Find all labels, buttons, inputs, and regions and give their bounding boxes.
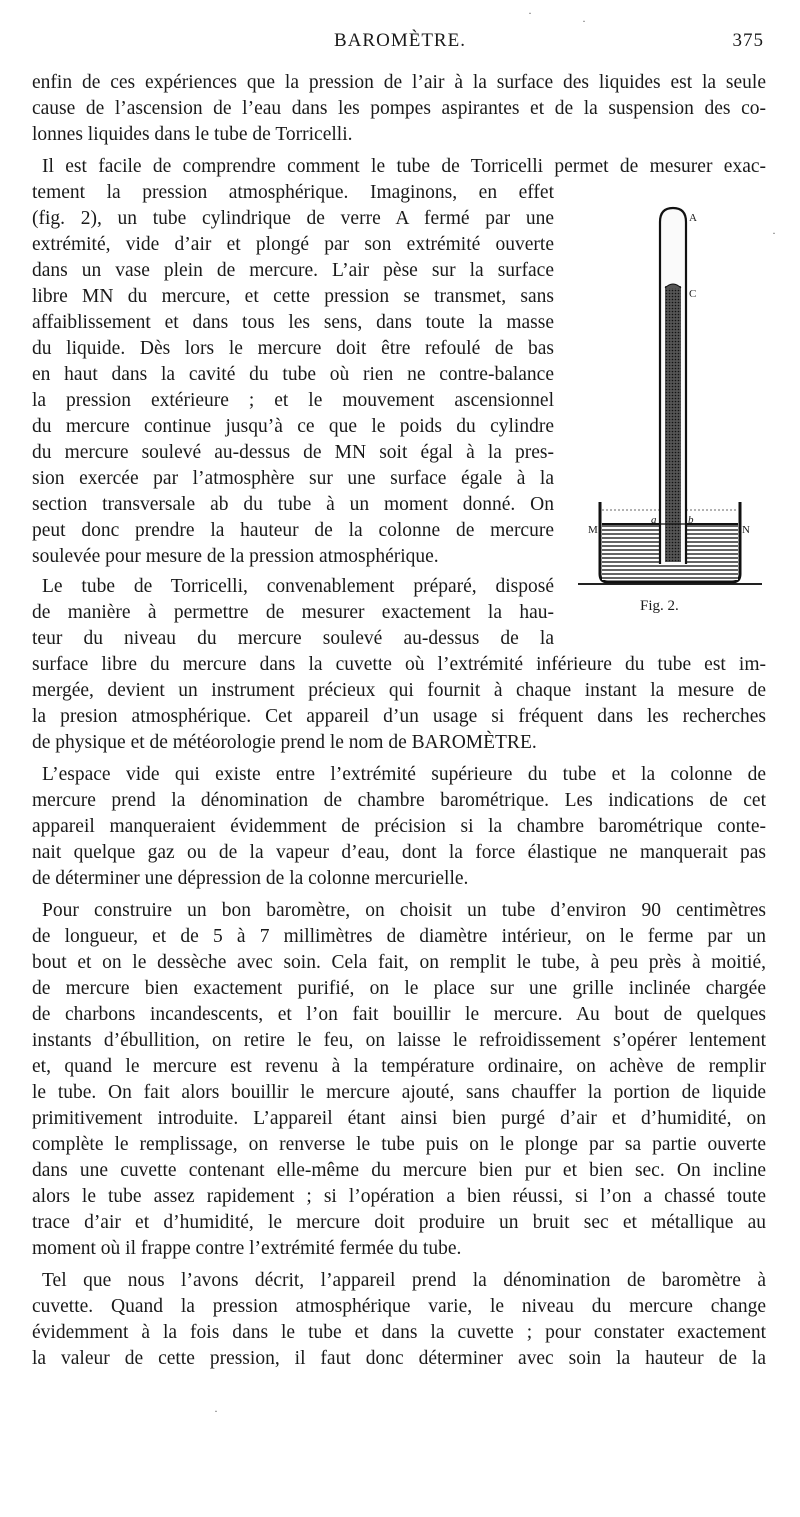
text-line: dans un vase plein de mercure. L’air pèse sur la surface (32, 260, 554, 281)
text-line: dans une cuvette contenant elle-même du mercure bien pur et bien sec. On incline (32, 1160, 766, 1181)
text-line: lonnes liquides dans le tube de Torricelli. (32, 124, 353, 145)
text-line: la pression extérieure ; et le mouvement ascensionnel (32, 390, 554, 411)
scan-speck: · (582, 14, 586, 28)
text-line: affaiblissement et dans tous les sens, dans toute la masse (32, 312, 554, 333)
figure-label-c: C (689, 288, 697, 300)
figure-label-a-section: a (651, 514, 657, 526)
text-line: évidemment à la fois dans le tube et dans la cuvette ; pour constater exactement (32, 1322, 766, 1343)
text-line: alors le tube assez rapidement ; si l’opération a bien réussi, si l’on a chassé toute (32, 1186, 766, 1207)
text-line: du mercure continue jusqu’à ce que le poids du cylindre (32, 416, 554, 437)
text-line: mercure prend la dénomination de chambre barométrique. Les indications de cet (32, 790, 766, 811)
text-line: tement la pression atmosphérique. Imaginons, en effet (32, 182, 554, 203)
figure-label-b-section: b (688, 514, 694, 526)
scan-speck: · (214, 1404, 218, 1418)
text-line: mergée, devient un instrument précieux qui fournit à chaque instant la mesure de (32, 680, 766, 701)
text-line: nait quelque gaz ou de la vapeur d’eau, dont la force élastique ne manquerait pas (32, 842, 766, 863)
scan-speck: · (772, 226, 776, 240)
figure-label-m: M (588, 524, 598, 536)
text-line: et, quand le mercure est revenu à la température ordinaire, on achève de remplir (32, 1056, 766, 1077)
text-line: de manière à permettre de mesurer exactement la hau- (32, 602, 554, 623)
figure-caption: Fig. 2. (640, 598, 679, 614)
text-line: teur du niveau du mercure soulevé au-dessus de la (32, 628, 554, 649)
text-line: primitivement introduite. L’appareil étant ainsi bien purgé d’air et d’humidité, on (32, 1108, 766, 1129)
text-line: le tube. On fait alors bouillir le mercure ajouté, sans chauffer la portion de liquide (32, 1082, 766, 1103)
text-line: Le tube de Torricelli, convenablement préparé, disposé (42, 576, 554, 597)
text-line: du mercure soulevé au-dessus de MN soit égal à la pres- (32, 442, 554, 463)
text-line: du liquide. Dès lors le mercure doit être refoulé de bas (32, 338, 554, 359)
text-line: cause de l’ascension de l’eau dans les pompes aspirantes et de la suspension des co- (32, 98, 766, 119)
text-line: cuvette. Quand la pression atmosphérique varie, le niveau du mercure change (32, 1296, 766, 1317)
text-line: instants d’ébullition, on retire le feu, on laisse le refroidissement s’opérer lentement (32, 1030, 766, 1051)
text-line: Il est facile de comprendre comment le tube de Torricelli permet de mesurer exac- (42, 156, 766, 177)
text-line: soulevée pour mesure de la pression atmosphérique. (32, 546, 439, 567)
running-head: BAROMÈTRE. (334, 30, 466, 51)
page-header (32, 30, 768, 56)
text-line: surface libre du mercure dans la cuvette où l’extrémité inférieure du tube est im- (32, 654, 766, 675)
text-line: libre MN du mercure, et cette pression se transmet, sans (32, 286, 554, 307)
figure-label-n: N (742, 524, 750, 536)
text-line: appareil manqueraient évidemment de précision si la chambre barométrique conte- (32, 816, 766, 837)
text-line: (fig. 2), un tube cylindrique de verre A fermé par une (32, 208, 554, 229)
text-line: Pour construire un bon baromètre, on choisit un tube d’environ 90 centimètres (42, 900, 766, 921)
text-line: Tel que nous l’avons décrit, l’appareil prend la dénomination de baromètre à (42, 1270, 766, 1291)
page-number: 375 (732, 30, 764, 51)
text-line: de longueur, et de 5 à 7 millimètres de diamètre intérieur, on le ferme par un (32, 926, 766, 947)
mercury-column (665, 286, 681, 562)
text-line: extrémité, vide d’air et plongé par son extrémité ouverte (32, 234, 554, 255)
text-line: sion exercée par l’atmosphère sur une surface égale à la (32, 468, 554, 489)
text-line: moment où il frappe contre l’extrémité fermée du tube. (32, 1238, 462, 1259)
scan-speck: · (528, 6, 532, 20)
text-line: section transversale ab du tube à un moment donné. On (32, 494, 554, 515)
text-line: peut donc prendre la hauteur de la colonne de mercure (32, 520, 554, 541)
text-line: L’espace vide qui existe entre l’extrémité supérieure du tube et la colonne de (42, 764, 766, 785)
figure-label-a-upper: A (689, 212, 697, 224)
text-line: de déterminer une dépression de la colonne mercurielle. (32, 868, 469, 889)
text-line: de charbons incandescents, et l’on fait bouillir le mercure. Au bout de quelques (32, 1004, 766, 1025)
text-line: trace d’air et d’humidité, le mercure doit produire un bruit sec et métallique au (32, 1212, 766, 1233)
text-line: la presion atmosphérique. Cet appareil d’un usage si fréquent dans les recherches (32, 706, 766, 727)
barometer-illustration (578, 196, 764, 616)
barometer-figure (578, 196, 764, 626)
text-line: de mercure bien exactement purifié, on le place sur une grille inclinée chargée (32, 978, 766, 999)
text-line: complète le remplissage, on renverse le tube puis on le plonge par sa partie ouverte (32, 1134, 766, 1155)
text-line: la valeur de cette pression, il faut donc déterminer avec soin la hauteur de la (32, 1348, 766, 1369)
text-line: enfin de ces expériences que la pression de l’air à la surface des liquides est la seule (32, 72, 766, 93)
text-line: de physique et de météorologie prend le nom de BAROMÈTRE. (32, 732, 537, 753)
text-line: en haut dans la cavité du tube où rien ne contre-balance (32, 364, 554, 385)
text-line: bout et on le dessèche avec soin. Cela fait, on remplit le tube, à peu près à moitié, (32, 952, 766, 973)
